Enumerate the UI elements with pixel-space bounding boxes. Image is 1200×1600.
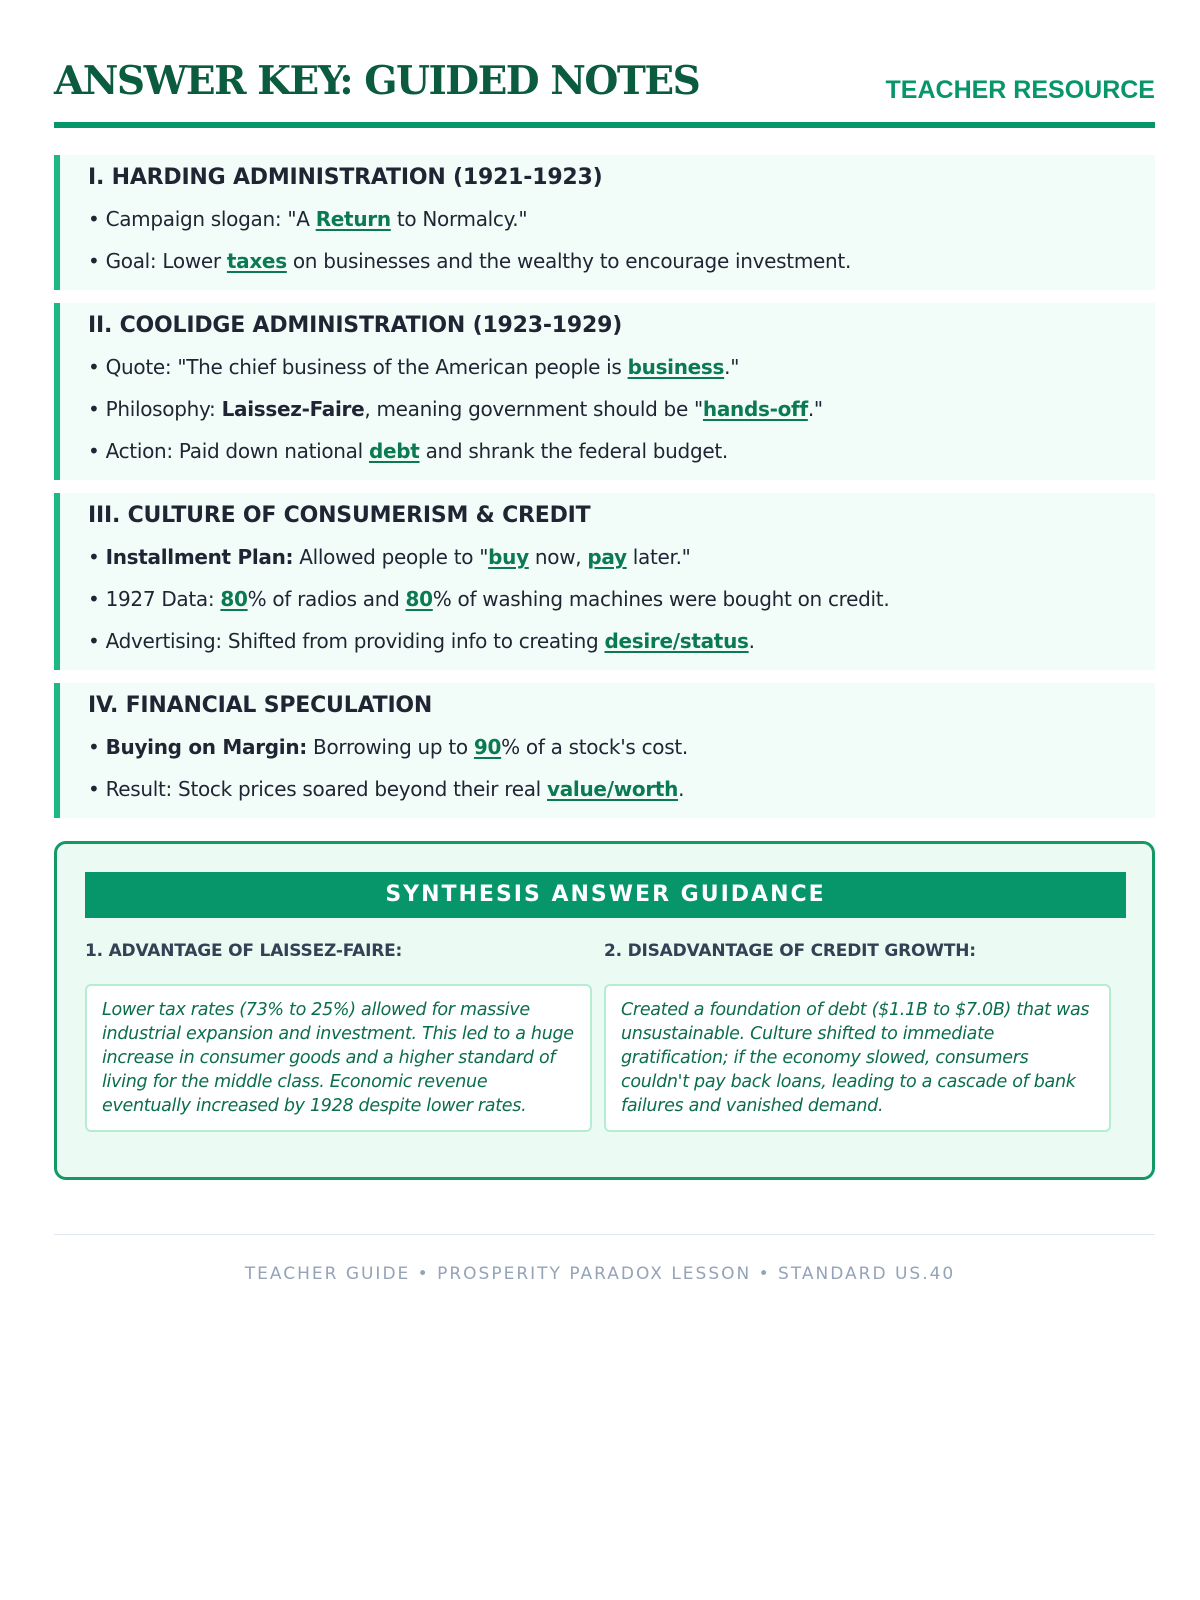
note-text: . <box>748 629 755 653</box>
note-text: now, <box>528 545 588 569</box>
note-text: 1927 Data: <box>105 587 221 611</box>
note-item: • 1927 Data: 80% of radios and 80% of washing machines were bought on credit. <box>88 587 890 611</box>
note-item: • Philosophy: Laissez-Faire, meaning government should be "hands-off." <box>88 397 823 421</box>
answer-fill: desire/status <box>604 629 749 653</box>
note-item: • Goal: Lower taxes on businesses and the wealthy to encourage investment. <box>88 249 851 273</box>
page-title: ANSWER KEY: GUIDED NOTES <box>54 58 700 104</box>
note-item: • Installment Plan: Allowed people to "buy now, pay later." <box>88 545 691 569</box>
advantage-label: 1. ADVANTAGE OF LAISSEZ-FAIRE: <box>85 941 403 961</box>
notes-section <box>54 683 1155 818</box>
note-text: Philosophy: <box>105 397 222 421</box>
note-item: • Advertising: Shifted from providing info to creating desire/status. <box>88 629 755 653</box>
synthesis-box <box>54 841 1155 1180</box>
answer-fill: 80 <box>405 587 433 611</box>
answer-fill: buy <box>488 545 529 569</box>
answer-fill: 80 <box>220 587 248 611</box>
notes-sections <box>54 155 1155 831</box>
resource-tag: TEACHER RESOURCE <box>885 76 1155 104</box>
note-text: Action: Paid down national <box>105 439 369 463</box>
note-text: Advertising: Shifted from providing info to creating <box>105 629 605 653</box>
disadvantage-label: 2. DISADVANTAGE OF CREDIT GROWTH: <box>604 941 976 961</box>
note-text: % of washing machines were bought on credit. <box>432 587 890 611</box>
note-text: Result: Stock prices soared beyond their real <box>105 777 547 801</box>
advantage-answer: Lower tax rates (73% to 25%) allowed for massive industrial expansion and investment. This led to a huge increase in consumer goods and a higher standard of living for the middle class. Economic revenue eventually increased by 1928 despite lower rates. <box>85 984 592 1132</box>
note-text: Quote: "The chief business of the American people is <box>105 355 628 379</box>
note-item: • Campaign slogan: "A Return to Normalcy." <box>88 207 528 231</box>
note-text: % of a stock's cost. <box>501 735 688 759</box>
note-item: • Quote: "The chief business of the American people is business." <box>88 355 740 379</box>
notes-section <box>54 493 1155 670</box>
answer-fill: 90 <box>473 735 502 759</box>
synthesis-banner: SYNTHESIS ANSWER GUIDANCE <box>85 872 1126 918</box>
section-heading: II. COOLIDGE ADMINISTRATION (1923-1929) <box>88 313 623 338</box>
note-text: ." <box>724 355 740 379</box>
answer-fill: Return <box>315 207 391 231</box>
note-term: Buying on Margin: <box>105 735 307 759</box>
section-heading: IV. FINANCIAL SPECULATION <box>88 693 433 718</box>
note-item: • Result: Stock prices soared beyond their real value/worth. <box>88 777 685 801</box>
page-footer: TEACHER GUIDE • PROSPERITY PARADOX LESSON • STANDARD US.40 <box>244 1264 956 1284</box>
answer-fill: business <box>627 355 725 379</box>
answer-fill: taxes <box>226 249 287 273</box>
note-text: ." <box>807 397 823 421</box>
note-text: Goal: Lower <box>105 249 227 273</box>
note-text: and shrank the federal budget. <box>419 439 728 463</box>
answer-fill: pay <box>587 545 627 569</box>
note-text: Campaign slogan: "A <box>105 207 316 231</box>
disadvantage-answer: Created a foundation of debt ($1.1B to $7.0B) that was unsustainable. Culture shifted to immediate gratification; if the economy slowed, consumers couldn't pay back loans, leading to a cascade of bank failures and vanished demand. <box>604 984 1111 1132</box>
section-heading: III. CULTURE OF CONSUMERISM & CREDIT <box>88 503 591 528</box>
note-text: Allowed people to " <box>293 545 489 569</box>
note-text: % of radios and <box>247 587 406 611</box>
note-item: • Buying on Margin: Borrowing up to 90% of a stock's cost. <box>88 735 688 759</box>
note-text: Borrowing up to <box>306 735 474 759</box>
note-item: • Action: Paid down national debt and shrank the federal budget. <box>88 439 728 463</box>
answer-fill: value/worth <box>547 777 679 801</box>
note-text: to Normalcy." <box>390 207 528 231</box>
note-text: later." <box>626 545 691 569</box>
note-term: Installment Plan: <box>105 545 294 569</box>
note-term: Laissez-Faire <box>221 397 365 421</box>
notes-section <box>54 303 1155 480</box>
answer-fill: debt <box>368 439 420 463</box>
page-header <box>54 58 1155 128</box>
notes-section <box>54 155 1155 290</box>
section-heading: I. HARDING ADMINISTRATION (1921-1923) <box>88 165 603 190</box>
note-text: on businesses and the wealthy to encourage investment. <box>286 249 851 273</box>
note-text: , meaning government should be " <box>364 397 703 421</box>
answer-fill: hands-off <box>702 397 808 421</box>
note-text: . <box>678 777 685 801</box>
footer-divider <box>54 1234 1155 1235</box>
